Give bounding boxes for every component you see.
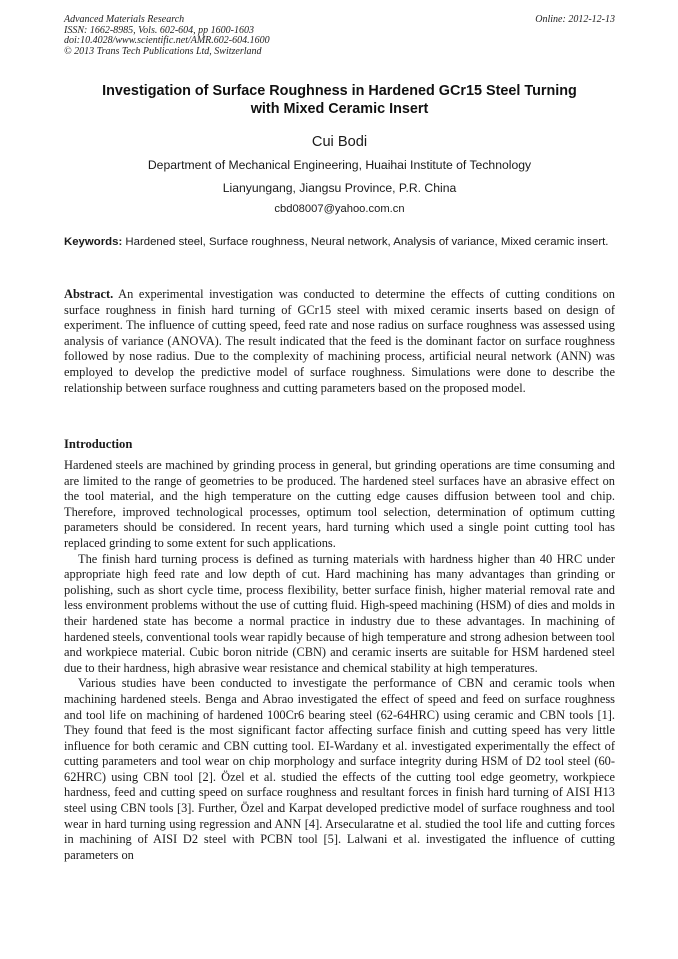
affiliation-location: Lianyungang, Jiangsu Province, P.R. China [222, 181, 457, 195]
abstract-label: Abstract. [64, 287, 114, 301]
intro-paragraph-2: The finish hard turning process is defined as turning materials with hardness higher than 40 HRC under appropriate high feed rate and low depth of cut. Hard machining has many advantages than grinding or polishing, such as short cycle time, process flexibility, better surface finish, higher material removal rate and less environment problems without the use of cutting fluid. High-speed machining (HSM) of dies and molds in their hardened state has become a normal practice in industry due to these advantages. In machining of hardened steels, conventional tools wear rapidly because of high temperature and strong adhesion between tool and workpiece material. Cubic boron nitride (CBN) and ceramic inserts are suitable for HSM hardened steel due to their hardness, high abrasive wear resistance and chemical stability at high temperatures. [64, 551, 615, 675]
intro-paragraph-3: Various studies have been conducted to investigate the performance of CBN and ceramic tools when machining hardened steels. Benga and Abrao investigated the effect of speed and feed on surface roughness and tool life on machining of hardened 100Cr6 bearing steel (62-64HRC) using ceramic and CBN tools [1]. They found that feed is the most significant factor affecting surface finish and cutting speed has very little influence for both ceramic and CBN cutting tool. EI-Wardany et al. investigated experimentally the effect of cutting parameters and tool wear on chip morphology and surface integrity during HSM of D2 tool steel (60-62HRC) using CBN tool [2]. Özel et al. studied the effects of the cutting tool edge geometry, workpiece hardness, feed and cutting speed on surface roughness and resultant forces in finish hard turning of AISI H13 steel using CBN tools [3]. Further, Özel and Karpat developed predictive model of surface roughness and tool wear in hard turning using regression and ANN [4]. Arsecularatne et al. studied the tool life and cutting forces in machining of AISI D2 steel with PCBN tool [5]. Lalwani et al. investigated the influence of cutting parameters on [64, 676, 615, 862]
abstract-text: An experimental investigation was conducted to determine the effects of cutting conditions on surface roughness in finish hard turning of GCr15 steel with mixed ceramic inserts based on design of experiment. The influence of cutting speed, feed rate and nose radius on surface roughness was assessed using analysis of variance (ANOVA). The result indicated that the feed is the dominant factor on surface roughness followed by nose radius. Due to the complexity of machining process, artificial neural network (ANN) was employed to develop the predictive model of surface roughness. Simulations were done to describe the relationship between surface roughness and cutting parameters based on the proposed model. [64, 287, 615, 395]
keywords-label: Keywords: [64, 236, 123, 248]
introduction-heading: Introduction [64, 437, 133, 451]
paper-title-line-2: with Mixed Ceramic Insert [250, 101, 429, 117]
author-email: cbd08007@yahoo.com.cn [274, 203, 405, 215]
introduction-body [64, 458, 615, 863]
affiliation-department: Department of Mechanical Engineering, Huaihai Institute of Technology [147, 158, 532, 172]
intro-paragraph-1: Hardened steels are machined by grinding process in general, but grinding operations are time consuming and are limited to the range of geometries to be produced. The hardened steel surfaces have an abrasive effect on the tool material, and the high temperature on the cutting edge causes diffusion between tool and chip. Therefore, improved technological processes, optimum tool selection, determination of optimum cutting parameters should be considered. In recent years, hard turning which used a single point cutting tool has replaced grinding to some extent for such applications. [64, 458, 615, 550]
abstract-block [64, 287, 615, 396]
keywords-text: Hardened steel, Surface roughness, Neural network, Analysis of variance, Mixed ceramic insert. [125, 236, 609, 248]
online-date: Online: 2012-12-13 [535, 14, 615, 25]
journal-name: Advanced Materials Research [64, 14, 185, 25]
paper-title-line-1: Investigation of Surface Roughness in Hardened GCr15 Steel Turning [102, 83, 577, 99]
issn-line: ISSN: 1662-8985, Vols. 602-604, pp 1600-1603 [64, 24, 254, 36]
paper-title [64, 82, 615, 118]
doi-line: doi:10.4028/www.scientific.net/AMR.602-604.1600 [64, 35, 270, 47]
copyright-line: © 2013 Trans Tech Publications Ltd, Switzerland [64, 45, 262, 57]
keywords-block [64, 235, 615, 250]
journal-header [64, 15, 444, 57]
author-name: Cui Bodi [311, 134, 368, 150]
